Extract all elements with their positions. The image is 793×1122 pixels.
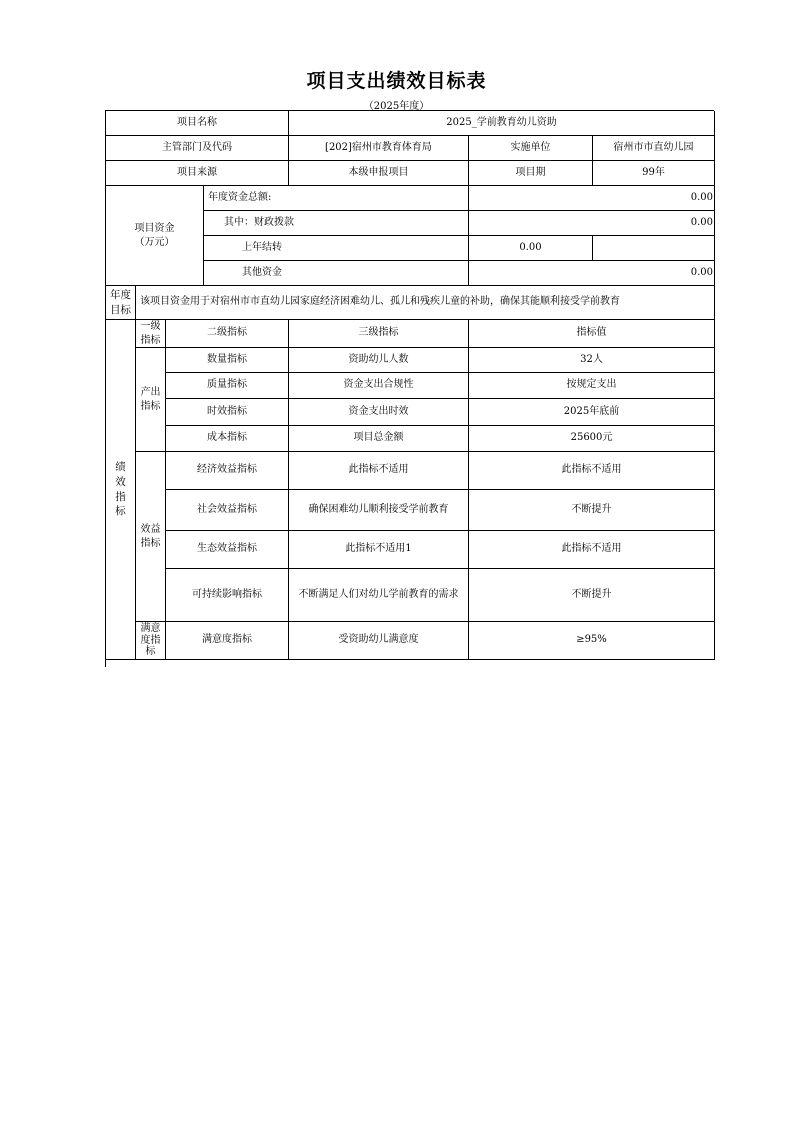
project-name-value: 2025_学前教育幼儿资助 xyxy=(289,111,715,136)
benefit-row-level2: 生态效益指标 xyxy=(166,531,289,569)
funds-label-line2: （万元） xyxy=(134,236,175,248)
output-row-level3: 资助幼儿人数 xyxy=(289,348,469,373)
header-level3: 三级指标 xyxy=(289,320,469,348)
period-value: 99年 xyxy=(593,161,715,186)
side-char-1: 绩 xyxy=(115,461,126,474)
output-label-line1: 产出 xyxy=(140,386,161,398)
output-row-level2: 质量指标 xyxy=(166,373,289,399)
funds-finance-value: 0.00 xyxy=(469,211,715,236)
funds-carryover-label: 上年结转 xyxy=(204,236,469,261)
satisfaction-level3: 受资助幼儿满意度 xyxy=(289,622,469,660)
benefit-row-level2: 可持续影响指标 xyxy=(166,569,289,622)
goal-label-line1: 年度 xyxy=(110,288,131,301)
unit-label: 实施单位 xyxy=(469,136,593,161)
satisfaction-label-line2: 度指 xyxy=(140,634,161,646)
benefit-row-value: 此指标不适用 xyxy=(469,452,715,490)
side-char-4: 标 xyxy=(115,505,126,518)
benefit-row-level2: 经济效益指标 xyxy=(166,452,289,490)
source-label: 项目来源 xyxy=(106,161,289,186)
output-row-level3: 资金支出合规性 xyxy=(289,373,469,399)
goal-label-line2: 目标 xyxy=(110,303,131,316)
benefit-label-line1: 效益 xyxy=(140,523,161,535)
benefit-row-value: 不断提升 xyxy=(469,490,715,531)
benefit-label-line2: 指标 xyxy=(140,537,161,549)
benefit-row-level3: 此指标不适用 xyxy=(289,452,469,490)
header-level1-line2: 指标 xyxy=(140,334,161,346)
output-label-line2: 指标 xyxy=(140,400,161,412)
funds-other-value: 0.00 xyxy=(469,261,715,286)
satisfaction-label-line1: 满意 xyxy=(140,623,161,635)
output-row-level2: 成本指标 xyxy=(166,426,289,452)
header-level2: 二级指标 xyxy=(166,320,289,348)
satisfaction-label xyxy=(136,622,166,660)
benefit-label xyxy=(136,452,166,622)
benefit-row-level3: 确保困难幼儿顺利接受学前教育 xyxy=(289,490,469,531)
output-row-level2: 时效指标 xyxy=(166,399,289,426)
output-label xyxy=(136,348,166,452)
source-value: 本级申报项目 xyxy=(289,161,469,186)
funds-carryover-empty xyxy=(593,236,715,261)
period-label: 项目期 xyxy=(469,161,593,186)
output-row-value: 32人 xyxy=(469,348,715,373)
dept-value: [202]宿州市教育体育局 xyxy=(289,136,469,161)
dept-label: 主管部门及代码 xyxy=(106,136,289,161)
indicators-side-label xyxy=(106,320,136,660)
page-title: 项目支出绩效目标表 xyxy=(306,70,487,92)
funds-label-line1: 项目资金 xyxy=(134,222,175,234)
funds-finance-label: 其中：财政拨款 xyxy=(204,211,469,236)
satisfaction-label-line3: 标 xyxy=(145,646,156,658)
funds-total-value: 0.00 xyxy=(469,186,715,211)
benefit-row-level3: 不断满足人们对幼儿学前教育的需求 xyxy=(289,569,469,622)
benefit-row-level2: 社会效益指标 xyxy=(166,490,289,531)
unit-value: 宿州市市直幼儿园 xyxy=(593,136,715,161)
funds-carryover-value: 0.00 xyxy=(469,236,593,261)
performance-table xyxy=(105,110,714,667)
benefit-row-value: 不断提升 xyxy=(469,569,715,622)
goal-text: 该项目资金用于对宿州市市直幼儿园家庭经济困难幼儿、孤儿和残疾儿童的补助，确保其能顺利接受学前教育 xyxy=(136,286,715,320)
benefit-row-level3: 此指标不适用1 xyxy=(289,531,469,569)
output-row-value: 25600元 xyxy=(469,426,715,452)
project-name-label: 项目名称 xyxy=(106,111,289,136)
header-value: 指标值 xyxy=(469,320,715,348)
header-level1 xyxy=(136,320,166,348)
header-level1-line1: 一级 xyxy=(140,320,161,332)
side-char-2: 效 xyxy=(115,475,126,488)
funds-other-label: 其他资金 xyxy=(204,261,469,286)
satisfaction-level2: 满意度指标 xyxy=(166,622,289,660)
output-row-level3: 资金支出时效 xyxy=(289,399,469,426)
funds-label xyxy=(106,186,204,286)
funds-total-label: 年度资金总额: xyxy=(204,186,469,211)
output-row-level2: 数量指标 xyxy=(166,348,289,373)
output-row-value: 2025年底前 xyxy=(469,399,715,426)
page-subtitle: （2025年度） xyxy=(363,101,430,112)
benefit-row-value: 此指标不适用 xyxy=(469,531,715,569)
side-char-3: 指 xyxy=(115,490,126,503)
goal-label xyxy=(106,286,136,320)
output-row-value: 按规定支出 xyxy=(469,373,715,399)
output-row-level3: 项目总金额 xyxy=(289,426,469,452)
satisfaction-value: ≥95% xyxy=(469,622,715,660)
